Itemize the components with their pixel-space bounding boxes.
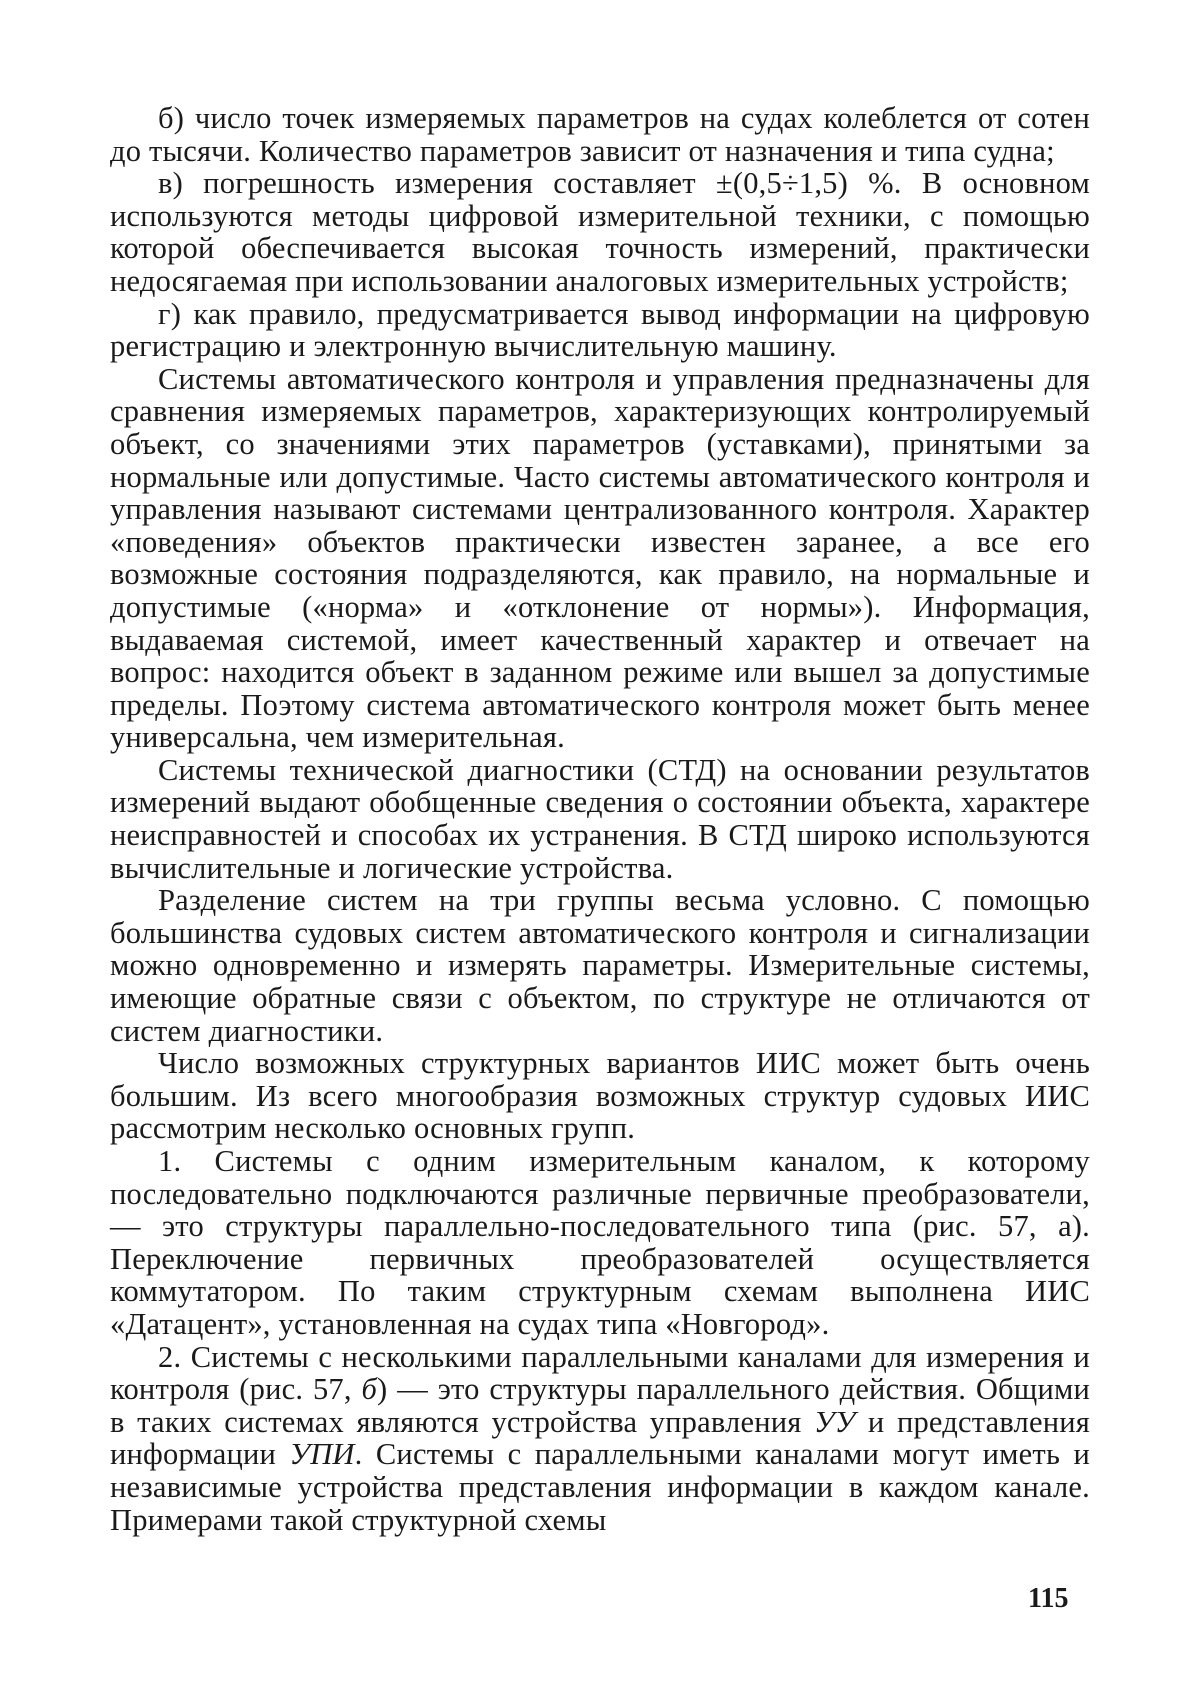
paragraph-item-g: г) как правило, предусматривается вывод информации на цифровую регистрацию и электронную вычислительную машину. [110,296,1090,364]
text-run: ) — это структуры параллельного действия. Общими в таких системах являются устройства управления [110,1372,1090,1439]
paragraph-control-systems: Системы автоматического контроля и управления предназначены для сравнения измеряемых параметров, характеризующих контролируемый объект, со значениями этих параметров (уставками), принятыми за нормальные или допустимые. Часто системы автоматического контроля и управления называют системами централизованного контроля. Характер «поведения» объектов практически известен заранее, а все его возможные состояния подразделяются, как правило, на нормальные и допустимые («норма» и «отклонение от нормы»). Информация, выдаваемая системой, имеет качественный характер и отвечает на вопрос: находится объект в заданном режиме или вышел за допустимые пределы. Поэтому система автоматического контроля может быть менее универсальна, чем измерительная. [110,361,1090,755]
paragraph-diagnostics: Системы технической диагностики (СТД) на основании результатов измерений выдают обобщенные сведения о состоянии объекта, характере неисправностей и способах их устранения. В СТД широко используются вычислительные и логические устройства. [110,752,1090,885]
italic-abbrev-uu: УУ [813,1404,856,1439]
paragraph-item-b: б) число точек измеряемых параметров на судах колеблется от сотен до тысячи. Количество параметров зависит от назначения и типа судна; [110,101,1090,168]
paragraph-division: Разделение систем на три группы весьма условно. С помощью большинства судовых систем автоматического контроля и сигнализации можно одновременно и измерять параметры. Измерительные системы, имеющие обратные связи с объектом, по структуре не отличаются от систем диагностики. [110,883,1090,1048]
paragraph-variants: Число возможных структурных вариантов ИИС может быть очень большим. Из всего многообразия возможных структур судовых ИИС рассмотрим несколько основных групп. [110,1046,1090,1146]
paragraph-group-2 [110,1341,1090,1537]
paragraph-item-v: в) погрешность измерения составляет ±(0,5÷1,5) %. В основном используются методы цифровой измерительной техники, с помощью которой обеспечивается высокая точность измерений, практически недосягаемая при использовании аналоговых измерительных устройств; [110,166,1090,298]
paragraph-group-1: 1. Системы с одним измерительным каналом, к которому последовательно подключаются различные первичные преобразователи, — это структуры параллельно-последовательного типа (рис. 57, а). Переключение первичных преобразователей осуществляется коммутатором. По таким структурным схемам выполнена ИИС «Датацент», установленная на судах типа «Новгород». [110,1144,1090,1341]
italic-figure-letter: б [361,1372,378,1407]
text-run: . Системы с параллельными каналами могут иметь и независимые устройства представления информации в каждом канале. Примерами такой структурной схемы [110,1437,1090,1537]
italic-abbrev-upi: УПИ [289,1437,355,1472]
text-run: и представления информации [110,1404,1090,1472]
page-body [110,102,1090,1536]
page-number: 115 [1028,1583,1069,1614]
text-run: 2. Системы с несколькими параллельными каналами для измерения и контроля (рис. 57, [110,1339,1090,1407]
